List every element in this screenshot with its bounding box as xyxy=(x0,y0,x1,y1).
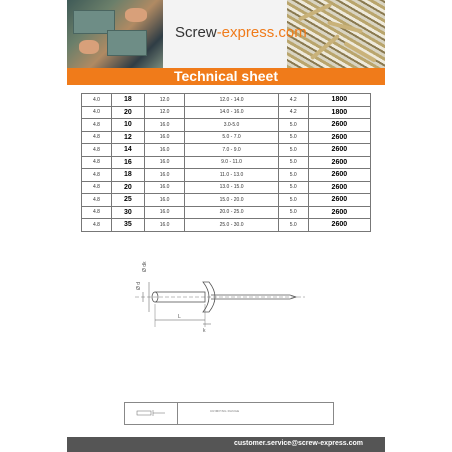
table-cell: 12.0 xyxy=(144,106,184,119)
table-cell: 2600 xyxy=(308,194,370,207)
table-cell: 16.0 xyxy=(144,181,184,194)
rivet-diagram xyxy=(115,252,315,342)
table-cell: 4.0 xyxy=(82,94,112,107)
table-cell: 5.0 xyxy=(278,181,308,194)
table-cell: 16.0 xyxy=(144,156,184,169)
brand-name: Screw xyxy=(175,24,217,41)
table-cell: 5.0 xyxy=(278,169,308,182)
dim-length-label: L xyxy=(178,314,181,320)
table-row xyxy=(82,144,371,157)
table-row xyxy=(82,119,371,132)
table-cell: 18 xyxy=(111,94,144,107)
table-cell: 12.0 xyxy=(144,94,184,107)
table-cell: 2600 xyxy=(308,181,370,194)
table-cell: 20 xyxy=(111,106,144,119)
table-cell: 2600 xyxy=(308,156,370,169)
table-row xyxy=(82,131,371,144)
table-cell: 25 xyxy=(111,194,144,207)
table-cell: 16.0 xyxy=(144,169,184,182)
table-cell: 20.0 - 25.0 xyxy=(185,206,279,219)
table-cell: 16.0 xyxy=(144,131,184,144)
table-cell: 35 xyxy=(111,219,144,232)
table-cell: 16.0 xyxy=(144,144,184,157)
table-cell: 5.0 xyxy=(278,206,308,219)
table-cell: 30 xyxy=(111,206,144,219)
table-row xyxy=(82,194,371,207)
table-cell: 13.0 - 15.0 xyxy=(185,181,279,194)
footer xyxy=(67,437,385,452)
table-cell: 5.0 xyxy=(278,119,308,132)
table-cell: 7.0 - 9.0 xyxy=(185,144,279,157)
table-cell: 4.2 xyxy=(278,106,308,119)
specs-table xyxy=(81,93,371,232)
workshop-photo xyxy=(67,0,163,68)
table-row xyxy=(82,219,371,232)
table-cell: 16.0 xyxy=(144,194,184,207)
table-cell: 12 xyxy=(111,131,144,144)
table-cell: 4.8 xyxy=(82,219,112,232)
table-cell: 3.0-5.0 xyxy=(185,119,279,132)
table-cell: 5.0 xyxy=(278,156,308,169)
table-row xyxy=(82,156,371,169)
table-cell: 5.0 xyxy=(278,219,308,232)
table-cell: 4.8 xyxy=(82,131,112,144)
table-cell: 15.0 - 20.0 xyxy=(185,194,279,207)
table-cell: 14 xyxy=(111,144,144,157)
dim-head-diameter-label: Ø dk xyxy=(142,261,148,272)
table-cell: 4.0 xyxy=(82,106,112,119)
contact-email[interactable]: customer.service@screw-express.com xyxy=(233,440,363,447)
table-cell: 25.0 - 30.0 xyxy=(185,219,279,232)
header xyxy=(67,0,385,68)
table-cell: 4.8 xyxy=(82,206,112,219)
table-cell: 12.0 - 14.0 xyxy=(185,94,279,107)
table-cell: 2600 xyxy=(308,119,370,132)
table-cell: 4.8 xyxy=(82,181,112,194)
table-cell: 4.2 xyxy=(278,94,308,107)
table-cell: 18 xyxy=(111,169,144,182)
dim-diameter-label: Ø d xyxy=(136,281,142,290)
table-row xyxy=(82,94,371,107)
table-cell: 5.0 xyxy=(278,131,308,144)
table-cell: 5.0 xyxy=(278,144,308,157)
table-cell: 2600 xyxy=(308,131,370,144)
table-cell: 4.8 xyxy=(82,194,112,207)
brand-domain: -express.com xyxy=(216,24,307,41)
dim-k-label: k xyxy=(203,328,206,334)
table-cell: 14.0 - 16.0 xyxy=(185,106,279,119)
table-cell: 11.0 - 13.0 xyxy=(185,169,279,182)
brand-logo xyxy=(175,24,307,41)
table-cell: 5.0 - 7.0 xyxy=(185,131,279,144)
table-cell: 2600 xyxy=(308,169,370,182)
table-cell: 1800 xyxy=(308,106,370,119)
table-cell: 4.8 xyxy=(82,144,112,157)
table-cell: 1800 xyxy=(308,94,370,107)
table-cell: 5.0 xyxy=(278,194,308,207)
rivet-thumbnail xyxy=(125,403,178,424)
table-cell: 4.8 xyxy=(82,156,112,169)
table-row xyxy=(82,169,371,182)
table-cell: 16 xyxy=(111,156,144,169)
technical-sheet-page xyxy=(67,0,385,452)
table-cell: 16.0 xyxy=(144,119,184,132)
table-cell: 2600 xyxy=(308,219,370,232)
table-row xyxy=(82,181,371,194)
table-cell: 9.0 - 11.0 xyxy=(185,156,279,169)
table-cell: 2600 xyxy=(308,144,370,157)
crimping-range-box xyxy=(124,402,334,425)
table-cell: 16.0 xyxy=(144,219,184,232)
page-title: Technical sheet xyxy=(67,68,385,85)
crimping-range-label: CRIMPING RANGE xyxy=(210,409,240,413)
table-row xyxy=(82,206,371,219)
table-cell: 4.8 xyxy=(82,119,112,132)
table-cell: 10 xyxy=(111,119,144,132)
table-row xyxy=(82,106,371,119)
table-cell: 20 xyxy=(111,181,144,194)
table-cell: 2600 xyxy=(308,206,370,219)
table-cell: 16.0 xyxy=(144,206,184,219)
table-cell: 4.8 xyxy=(82,169,112,182)
